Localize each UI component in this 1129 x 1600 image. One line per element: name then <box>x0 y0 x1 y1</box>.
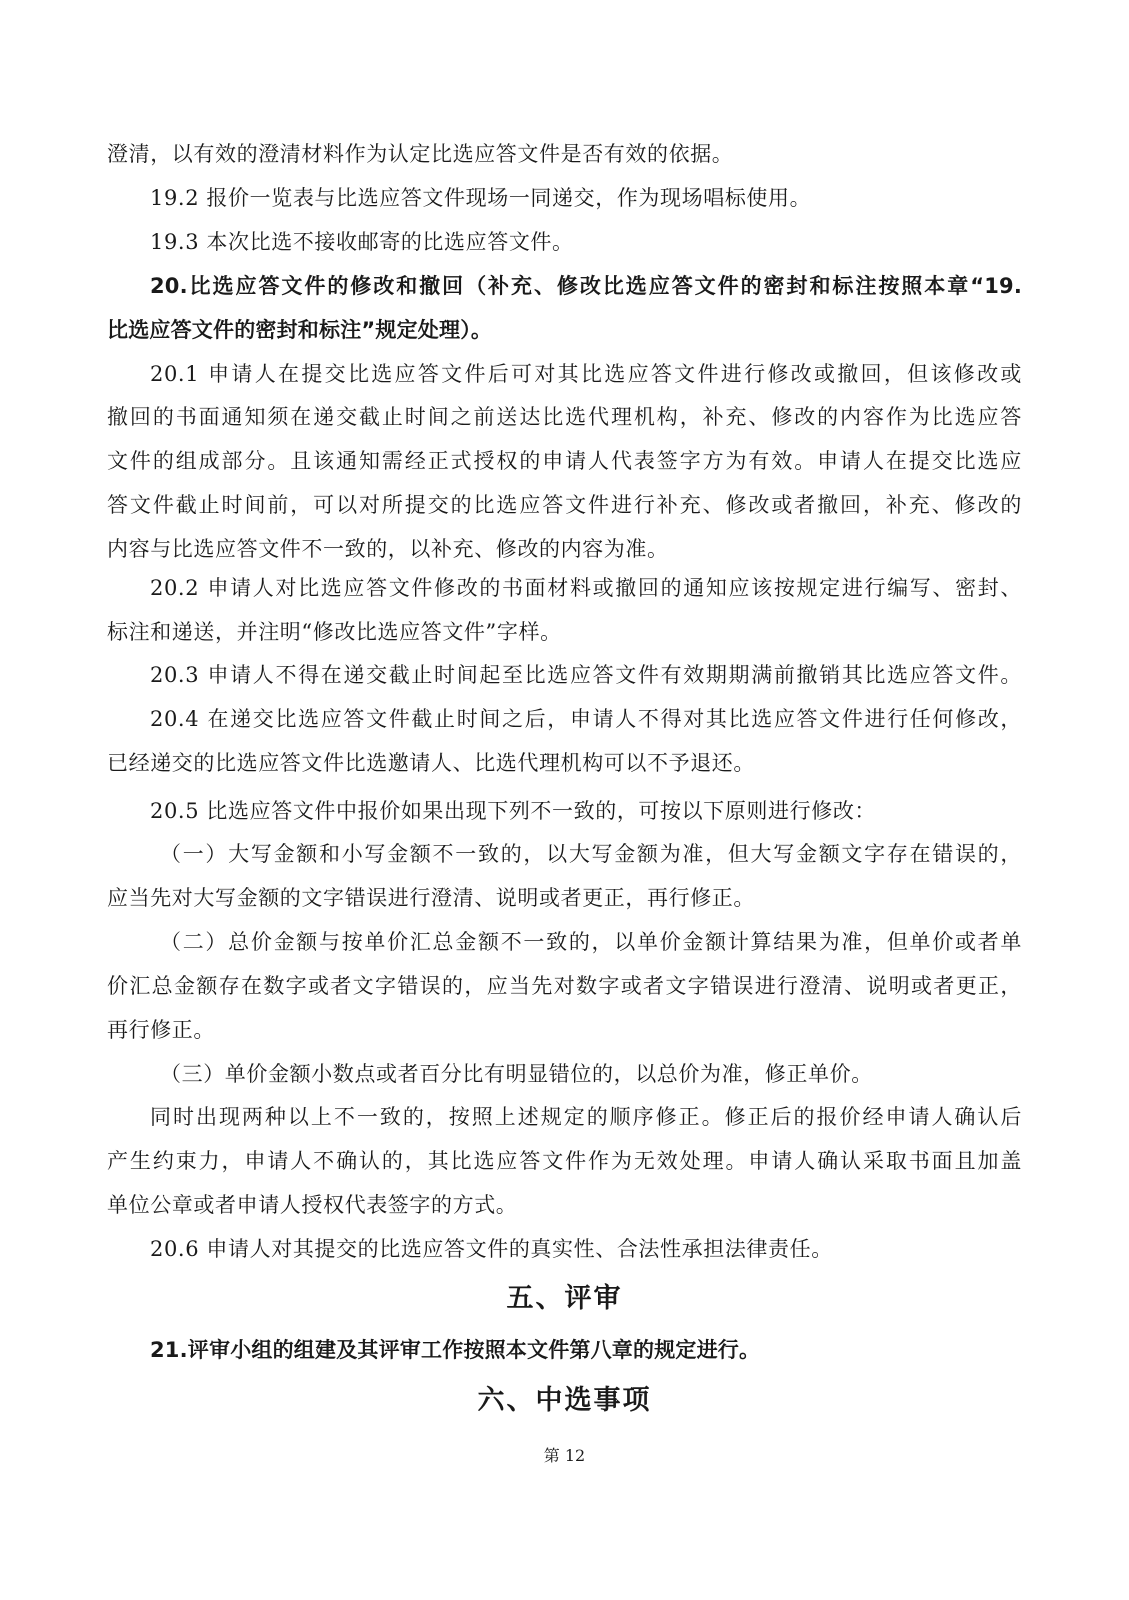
text-line: 应当先对大写金额的文字错误进行澄清、说明或者更正，再行修正。 <box>107 886 755 910</box>
section-heading: 五、评审 <box>506 1283 623 1314</box>
text-line: 答文件截止时间前，可以对所提交的比选应答文件进行补充、修改或者撤回，补充、修改的 <box>107 493 1022 517</box>
text-line: 标注和递送，并注明“修改比选应答文件”字样。 <box>107 620 562 644</box>
text-line: （三）单价金额小数点或者百分比有明显错位的，以总价为准，修正单价。 <box>160 1062 873 1086</box>
text-line: 价汇总金额存在数字或者文字错误的，应当先对数字或者文字错误进行澄清、说明或者更正， <box>107 974 1022 998</box>
text-line: 再行修正。 <box>107 1018 215 1042</box>
text-line: 单位公章或者申请人授权代表签字的方式。 <box>107 1193 518 1217</box>
text-line: 19.2 报价一览表与比选应答文件现场一同递交，作为现场唱标使用。 <box>150 186 812 210</box>
section-heading: 六、中选事项 <box>477 1385 652 1416</box>
clause-heading-line: 21.评审小组的组建及其评审工作按照本文件第八章的规定进行。 <box>150 1338 761 1362</box>
text-line: 产生约束力，申请人不确认的，其比选应答文件作为无效处理。申请人确认采取书面且加盖 <box>107 1149 1022 1173</box>
clause-heading-line: 20.比选应答文件的修改和撤回（补充、修改比选应答文件的密封和标注按照本章“19. <box>150 274 1022 298</box>
text-line: 已经递交的比选应答文件比选邀请人、比选代理机构可以不予退还。 <box>107 751 755 775</box>
text-line: 20.6 申请人对其提交的比选应答文件的真实性、合法性承担法律责任。 <box>150 1237 833 1261</box>
text-line: （二）总价金额与按单价汇总金额不一致的，以单价金额计算结果为准，但单价或者单 <box>160 930 1022 954</box>
text-line: 撤回的书面通知须在递交截止时间之前送达比选代理机构，补充、修改的内容作为比选应答 <box>107 405 1022 429</box>
text-line: 同时出现两种以上不一致的，按照上述规定的顺序修正。修正后的报价经申请人确认后 <box>150 1105 1022 1129</box>
text-line: 澄清，以有效的澄清材料作为认定比选应答文件是否有效的依据。 <box>107 142 734 166</box>
text-line: 内容与比选应答文件不一致的，以补充、修改的内容为准。 <box>107 537 669 561</box>
text-line: 19.3 本次比选不接收邮寄的比选应答文件。 <box>150 230 574 254</box>
text-line: 20.4 在递交比选应答文件截止时间之后，申请人不得对其比选应答文件进行任何修改， <box>150 707 1022 731</box>
text-line: 20.2 申请人对比选应答文件修改的书面材料或撤回的通知应该按规定进行编写、密封、 <box>150 576 1022 600</box>
text-line: （一）大写金额和小写金额不一致的，以大写金额为准，但大写金额文字存在错误的， <box>160 842 1022 866</box>
text-line: 20.3 申请人不得在递交截止时间起至比选应答文件有效期期满前撤销其比选应答文件。 <box>150 663 1022 687</box>
text-line: 文件的组成部分。且该通知需经正式授权的申请人代表签字方为有效。申请人在提交比选应 <box>107 449 1022 473</box>
page-number: 第 12 <box>543 1446 586 1465</box>
clause-heading-line: 比选应答文件的密封和标注”规定处理）。 <box>107 318 493 342</box>
text-line: 20.5 比选应答文件中报价如果出现下列不一致的，可按以下原则进行修改： <box>150 799 877 823</box>
text-line: 20.1 申请人在提交比选应答文件后可对其比选应答文件进行修改或撤回，但该修改或 <box>150 362 1022 386</box>
